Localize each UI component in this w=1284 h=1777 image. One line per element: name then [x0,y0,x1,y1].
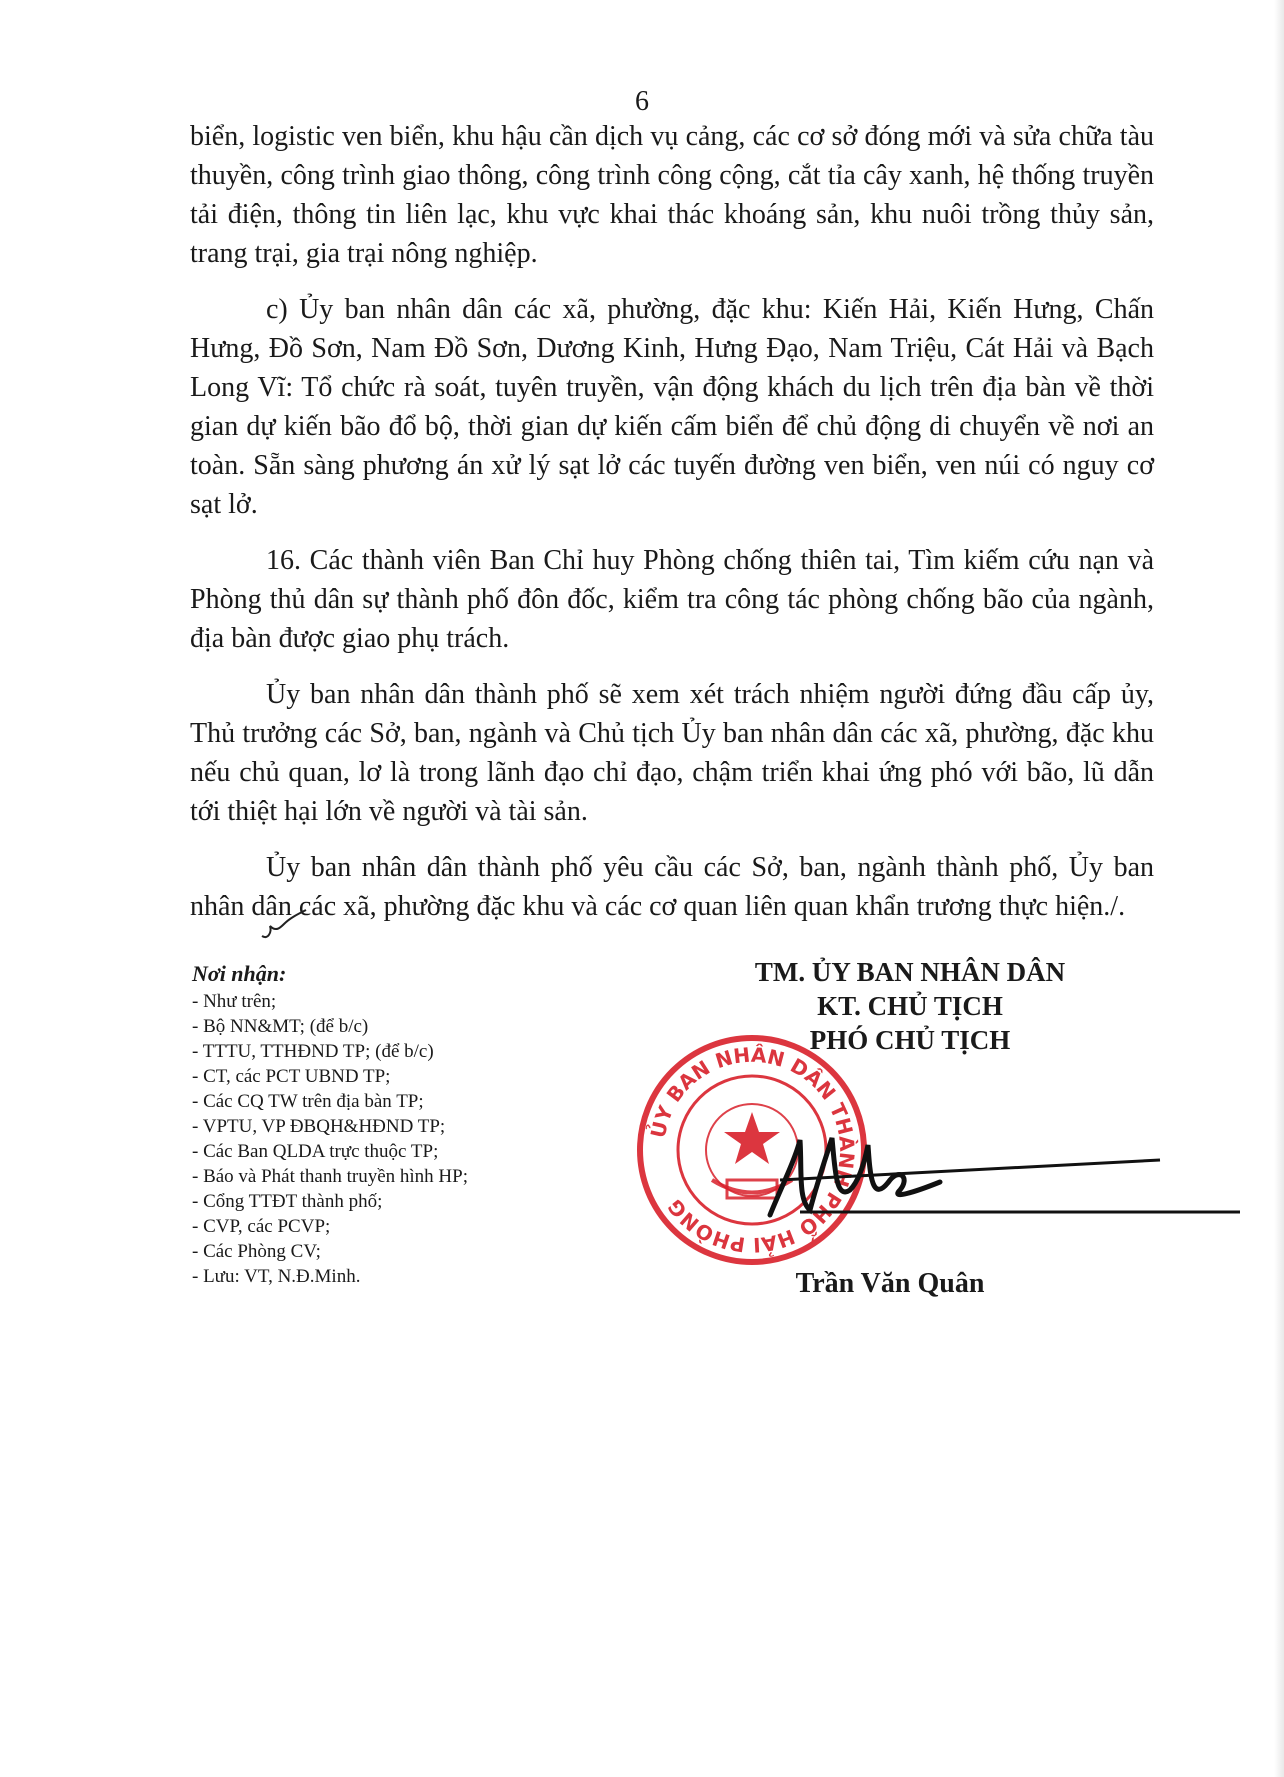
recipient-item: - Bộ NN&MT; (để b/c) [192,1016,369,1037]
paragraph-continuation: biển, logistic ven biển, khu hậu cần dịch vụ cảng, các cơ sở đóng mới và sửa chữa tàu thuyền, công trình giao thông, công trình công cộng, cắt tỉa cây xanh, hệ thống truyền tải điện, thông tin liên lạc, khu vực khai thác khoáng sản, khu nuôi trồng thủy sản, trang trại, gia trại nông nghiệp. [190,121,1154,269]
recipient-item: - Như trên; [192,991,277,1012]
recipients-list [192,960,652,1289]
paragraph-item-c: c) Ủy ban nhân dân các xã, phường, đặc khu: Kiến Hải, Kiến Hưng, Chấn Hưng, Đồ Sơn, Nam Đồ Sơn, Dương Kinh, Hưng Đạo, Nam Triệu, Cát Hải và Bạch Long Vĩ: Tổ chức rà soát, tuyên truyền, vận động khách du lịch trên địa bàn về thời gian dự kiến bão đổ bộ, thời gian dự kiến cấm biển để chủ động di chuyển về nơi an toàn. Sẵn sàng phương án xử lý sạt lở các tuyến đường ven biển, ven núi có nguy cơ sạt lở. [190,294,1154,520]
recipient-item: - TTTU, TTHĐND TP; (để b/c) [192,1041,434,1062]
seal-text: ỦY BAN NHÂN DÂN THÀNH PHỐ HẢI PHÒNG [645,1042,860,1258]
recipient-item: - CT, các PCT UBND TP; [192,1066,391,1087]
document-body [190,117,1154,943]
recipient-item: - VPTU, VP ĐBQH&HĐND TP; [192,1116,446,1137]
paragraph-item-16: 16. Các thành viên Ban Chỉ huy Phòng chống thiên tai, Tìm kiếm cứu nạn và Phòng thủ dân sự thành phố đôn đốc, kiểm tra công tác phòng chống bão của ngành, địa bàn được giao phụ trách. [190,545,1154,654]
recipient-item: - Cổng TTĐT thành phố; [192,1191,383,1212]
authority-line: TM. ỦY BAN NHÂN DÂN [754,957,1066,987]
page-number: 6 [635,86,649,117]
recipients-heading: Nơi nhận: [192,961,287,986]
recipient-item: - Các Ban QLDA trực thuộc TP; [192,1141,439,1162]
recipient-item: - Lưu: VT, N.Đ.Minh. [192,1266,361,1287]
recipient-item: - Các CQ TW trên địa bàn TP; [192,1091,424,1112]
paragraph-closing: Ủy ban nhân dân thành phố yêu cầu các Sở, ban, ngành thành phố, Ủy ban nhân dân các xã, phường đặc khu và các cơ quan liên quan khẩn trương thực hiện./. [190,852,1154,922]
recipient-item: - Báo và Phát thanh truyền hình HP; [192,1166,468,1187]
page-edge-shadow [1274,0,1284,1777]
signer-name: Trần Văn Quân [795,1268,985,1299]
paragraph-responsibility: Ủy ban nhân dân thành phố sẽ xem xét trách nhiệm người đứng đầu cấp ủy, Thủ trưởng các Sở, ban, ngành và Chủ tịch Ủy ban nhân dân các xã, phường, đặc khu nếu chủ quan, lơ là trong lãnh đạo chỉ đạo, chậm triển khai ứng phó với bão, lũ dẫn tới thiệt hại lớn về người và tài sản. [190,679,1154,827]
authority-line: PHÓ CHỦ TỊCH [809,1025,1011,1055]
recipient-item: - Các Phòng CV; [192,1241,321,1262]
recipient-item: - CVP, các PCVP; [192,1216,331,1237]
authority-line: KT. CHỦ TỊCH [817,991,1003,1021]
signature-icon [740,1120,1260,1230]
initial-mark-icon [258,906,308,946]
